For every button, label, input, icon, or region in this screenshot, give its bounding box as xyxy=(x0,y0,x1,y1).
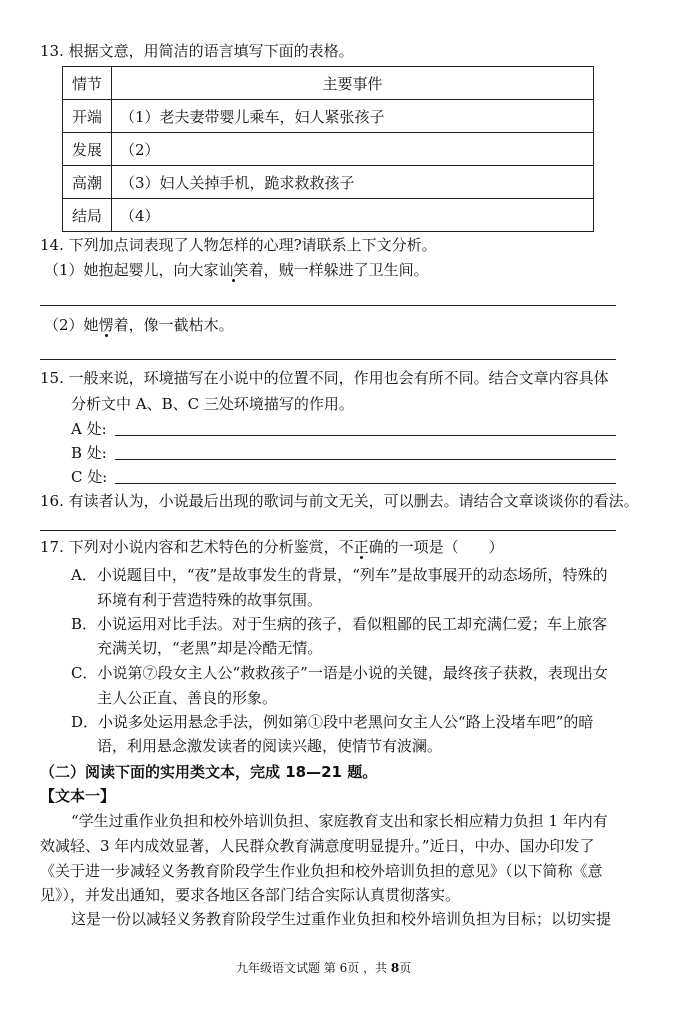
q17-dotted-phrase: 不正确 xyxy=(338,538,384,556)
table-cell: 开端 xyxy=(63,100,112,133)
text1-label: 【文本一】 xyxy=(40,787,116,805)
q17-option-b-line2: 充满关切，“老黑”却是冷酷无情。 xyxy=(97,639,323,657)
q17-option-d-line1: D．小说多处运用悬念手法，例如第①段中老黑问女主人公“路上没堵车吧”的暗 xyxy=(71,713,594,731)
text1-paragraph-line: 《关于进一步减轻义务教育阶段学生作业负担和校外培训负担的意见》（以下简称《意 xyxy=(40,862,603,880)
table-row xyxy=(63,166,594,199)
text1-paragraph-line: 见》），并发出通知，要求各地区各部门结合实际认真贯彻落实。 xyxy=(40,886,461,904)
page-footer xyxy=(236,958,411,978)
text1-paragraph-line: 效减轻、3 年内成效显著，人民群众教育满意度明显提升。”近日，中办、国办印发了 xyxy=(40,837,595,855)
q17-option-a-line1: A．小说题目中，“夜”是故事发生的背景，“列车”是故事展开的动态场所，特殊的 xyxy=(71,566,608,584)
q14-item1 xyxy=(44,260,429,280)
q17-title-pre: 17. 下列对小说内容和艺术特色的分析鉴赏， xyxy=(40,538,339,556)
table-header-row xyxy=(63,67,594,100)
q17-option-a-line2: 环境有利于营造特殊的故事氛围。 xyxy=(97,591,323,609)
answer-line[interactable] xyxy=(40,530,616,531)
q17-option-b-line1: B．小说运用对比手法。对于生病的孩子，看似粗鄙的民工却充满仁爱；车上旅客 xyxy=(71,615,608,633)
answer-line-b[interactable] xyxy=(115,459,616,460)
table-cell: 发展 xyxy=(63,133,112,166)
q16-title: 16. 有读者认为，小说最后出现的歌词与前文无关，可以删去。请结合文章谈谈你的看法。 xyxy=(40,492,639,510)
table-cell: 高潮 xyxy=(63,166,112,199)
footer-text: 九年级语文试题 第 6页 ，共 xyxy=(236,961,391,975)
q14-title: 14. 下列加点词表现了人物怎样的心理?请联系上下文分析。 xyxy=(40,236,437,254)
table-cell-answer[interactable]: （4） xyxy=(112,199,594,232)
table-header-cell: 主要事件 xyxy=(112,67,594,100)
q17-option-c-line2: 主人公正直、善良的形象。 xyxy=(97,689,278,707)
q14-item1-post: 着，贼一样躲进了卫生间。 xyxy=(248,261,429,279)
text1-paragraph-line: “学生过重作业负担和校外培训负担、家庭教育支出和家长相应精力负担 1 年内有 xyxy=(71,812,608,830)
q14-item2 xyxy=(44,315,234,335)
table-row xyxy=(63,100,594,133)
q15-label-c: C 处: xyxy=(71,468,108,486)
q15-label-a: A 处: xyxy=(71,420,107,438)
q14-item1-pre: （1）她抱起婴儿，向大家 xyxy=(44,261,219,279)
section2-heading: （二）阅读下面的实用类文本，完成 18—21 题。 xyxy=(40,763,378,781)
table-cell: 结局 xyxy=(63,199,112,232)
q13-title: 13. 根据文意，用简洁的语言填写下面的表格。 xyxy=(40,42,354,60)
table-row xyxy=(63,133,594,166)
q14-item2-dotted-word: 愣 xyxy=(98,316,114,334)
table-cell: （3）妇人关掉手机，跪求救救孩子 xyxy=(112,166,594,199)
text1-paragraph-line: 这是一份以减轻义务教育阶段学生过重作业负担和校外培训负担为目标；以切实提 xyxy=(71,910,612,928)
plot-events-table xyxy=(62,66,594,232)
table-cell-answer[interactable]: （2） xyxy=(112,133,594,166)
q15-label-b: B 处: xyxy=(71,444,107,462)
q17-option-d-line2: 语，利用悬念激发读者的阅读兴趣，使情节有波澜。 xyxy=(97,737,443,755)
answer-line[interactable] xyxy=(40,359,616,360)
q14-item1-dotted-word: 讪笑 xyxy=(218,261,249,279)
answer-line-c[interactable] xyxy=(115,483,616,484)
q15-line1: 15. 一般来说，环境描写在小说中的位置不同，作用也会有所不同。结合文章内容具体 xyxy=(40,369,609,387)
q14-item2-pre: （2）她 xyxy=(44,316,99,334)
table-row xyxy=(63,199,594,232)
answer-line-a[interactable] xyxy=(115,435,616,436)
table-cell: （1）老夫妻带婴儿乘车，妇人紧张孩子 xyxy=(112,100,594,133)
footer-total-pages: 8 xyxy=(390,961,400,975)
q14-item2-post: 着，像一截枯木。 xyxy=(113,316,234,334)
answer-line[interactable] xyxy=(40,305,616,306)
q17-title xyxy=(40,537,504,557)
q17-option-c-line1: C．小说第⑦段女主人公“救救孩子”一语是小说的关键，最终孩子获救，表现出女 xyxy=(71,664,608,682)
footer-suffix: 页 xyxy=(399,961,412,975)
q15-line2: 分析文中 A、B、C 三处环境描写的作用。 xyxy=(71,395,354,413)
table-header-cell: 情节 xyxy=(63,67,112,100)
q17-title-post: 的一项是（ ） xyxy=(383,538,504,556)
